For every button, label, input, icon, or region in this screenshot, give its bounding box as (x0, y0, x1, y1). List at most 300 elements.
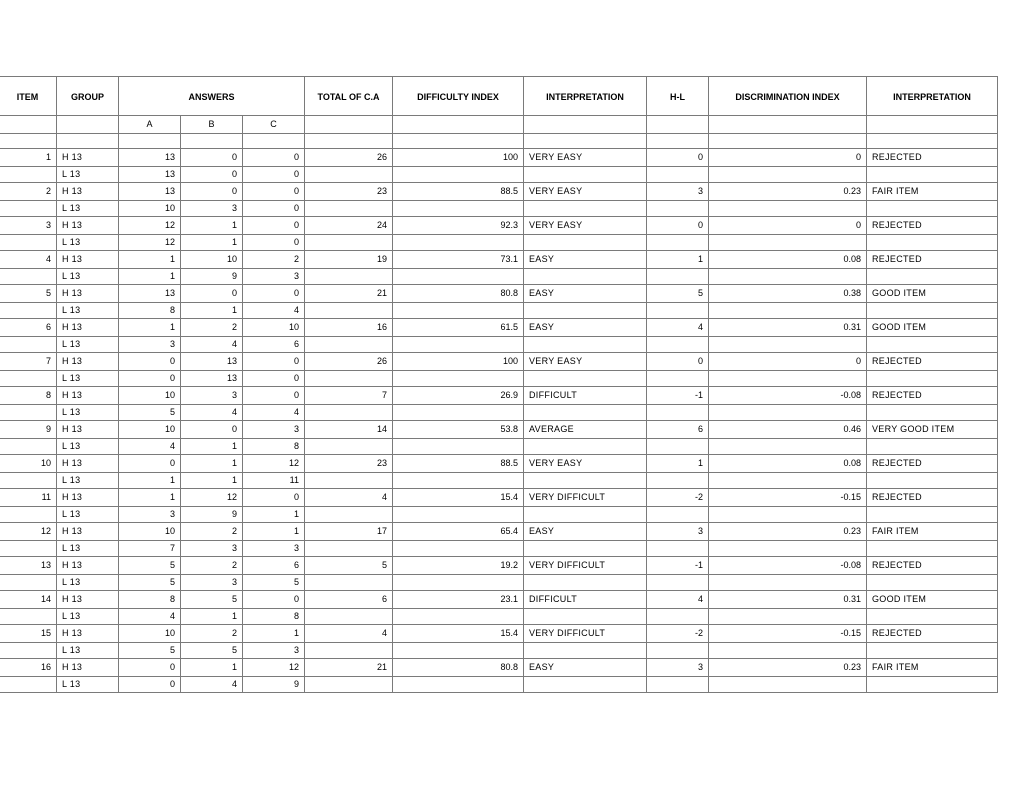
empty-cell (709, 575, 867, 591)
h-minus-l: 0 (647, 149, 709, 167)
answer-a: 10 (119, 201, 181, 217)
answer-b: 4 (181, 405, 243, 421)
item-number-empty (0, 303, 57, 319)
header-item: ITEM (0, 77, 57, 116)
item-number-empty (0, 643, 57, 659)
answer-a: 0 (119, 353, 181, 371)
group-cell: L 13 (57, 507, 119, 523)
difficulty-index: 92.3 (393, 217, 524, 235)
answer-a: 5 (119, 557, 181, 575)
h-minus-l: 3 (647, 523, 709, 541)
answer-c: 3 (243, 421, 305, 439)
table-row (0, 405, 998, 421)
discrimination-interpretation: REJECTED (867, 455, 998, 473)
answer-b: 2 (181, 319, 243, 337)
answer-b: 1 (181, 609, 243, 625)
answer-c: 1 (243, 523, 305, 541)
group-cell: H 13 (57, 523, 119, 541)
table-row (0, 251, 998, 269)
group-cell: L 13 (57, 167, 119, 183)
empty-cell (867, 473, 998, 489)
difficulty-interpretation: VERY EASY (524, 183, 647, 201)
empty-cell (647, 201, 709, 217)
table-row (0, 439, 998, 455)
answer-c: 5 (243, 575, 305, 591)
difficulty-interpretation: EASY (524, 523, 647, 541)
answer-c: 6 (243, 557, 305, 575)
empty-cell (647, 643, 709, 659)
difficulty-index: 19.2 (393, 557, 524, 575)
item-analysis-table (0, 76, 998, 693)
item-number: 1 (0, 149, 57, 167)
group-cell: L 13 (57, 337, 119, 353)
answer-b: 10 (181, 251, 243, 269)
item-number-empty (0, 541, 57, 557)
item-number: 6 (0, 319, 57, 337)
item-number: 13 (0, 557, 57, 575)
answer-a: 0 (119, 659, 181, 677)
empty-cell (393, 541, 524, 557)
table-row (0, 609, 998, 625)
item-number: 2 (0, 183, 57, 201)
group-cell: H 13 (57, 217, 119, 235)
difficulty-index: 26.9 (393, 387, 524, 405)
h-minus-l: -1 (647, 387, 709, 405)
empty-cell (867, 677, 998, 693)
table-row (0, 217, 998, 235)
difficulty-interpretation: EASY (524, 251, 647, 269)
answer-a: 4 (119, 439, 181, 455)
group-cell: H 13 (57, 387, 119, 405)
empty-cell (524, 303, 647, 319)
answer-c: 0 (243, 591, 305, 609)
total-correct: 4 (305, 489, 393, 507)
total-correct: 16 (305, 319, 393, 337)
empty-cell (867, 643, 998, 659)
table-row (0, 489, 998, 507)
answer-a: 13 (119, 149, 181, 167)
answer-a: 13 (119, 183, 181, 201)
discrimination-interpretation: FAIR ITEM (867, 659, 998, 677)
group-cell: L 13 (57, 575, 119, 591)
discrimination-index: -0.15 (709, 489, 867, 507)
empty-cell (647, 371, 709, 387)
difficulty-interpretation: VERY EASY (524, 149, 647, 167)
empty-cell (867, 575, 998, 591)
empty-cell (867, 337, 998, 353)
empty-cell (867, 507, 998, 523)
item-number-empty (0, 167, 57, 183)
answer-a: 10 (119, 523, 181, 541)
item-number-empty (0, 575, 57, 591)
empty-cell (647, 507, 709, 523)
empty-cell (393, 371, 524, 387)
empty-cell (867, 439, 998, 455)
answer-c: 8 (243, 609, 305, 625)
empty-cell (305, 167, 393, 183)
difficulty-index: 88.5 (393, 455, 524, 473)
empty-cell (647, 303, 709, 319)
answer-b: 4 (181, 677, 243, 693)
discrimination-index: -0.08 (709, 557, 867, 575)
answer-b: 4 (181, 337, 243, 353)
answer-a: 1 (119, 251, 181, 269)
answer-c: 9 (243, 677, 305, 693)
header-difficulty-index: DIFFICULTY INDEX (393, 77, 524, 116)
table-row (0, 303, 998, 319)
item-number: 16 (0, 659, 57, 677)
answer-a: 4 (119, 609, 181, 625)
answer-b: 1 (181, 303, 243, 319)
empty-cell (524, 405, 647, 421)
header-row (0, 77, 998, 116)
answer-c: 3 (243, 269, 305, 285)
group-cell: H 13 (57, 591, 119, 609)
group-cell: H 13 (57, 319, 119, 337)
answer-a: 5 (119, 405, 181, 421)
group-cell: L 13 (57, 235, 119, 251)
empty-cell (393, 643, 524, 659)
difficulty-interpretation: VERY EASY (524, 353, 647, 371)
answer-c: 11 (243, 473, 305, 489)
discrimination-interpretation: REJECTED (867, 489, 998, 507)
h-minus-l: 0 (647, 353, 709, 371)
discrimination-interpretation: REJECTED (867, 625, 998, 643)
h-minus-l: -2 (647, 625, 709, 643)
item-number: 9 (0, 421, 57, 439)
answer-a: 3 (119, 337, 181, 353)
empty-cell (709, 473, 867, 489)
answer-a: 8 (119, 591, 181, 609)
discrimination-index: 0.08 (709, 251, 867, 269)
answer-b: 9 (181, 507, 243, 523)
empty-cell (647, 337, 709, 353)
group-cell: L 13 (57, 541, 119, 557)
table-row (0, 575, 998, 591)
answer-b: 1 (181, 659, 243, 677)
table-row (0, 557, 998, 575)
discrimination-index: 0.46 (709, 421, 867, 439)
table-row (0, 387, 998, 405)
difficulty-index: 80.8 (393, 285, 524, 303)
answer-b: 0 (181, 285, 243, 303)
header-discrimination-index: DISCRIMINATION INDEX (709, 77, 867, 116)
empty-cell (305, 541, 393, 557)
answer-b: 3 (181, 575, 243, 591)
item-number: 5 (0, 285, 57, 303)
header-interpretation: INTERPRETATION (524, 77, 647, 116)
discrimination-index: 0 (709, 353, 867, 371)
empty-cell (709, 609, 867, 625)
difficulty-interpretation: DIFFICULT (524, 387, 647, 405)
answer-a: 13 (119, 167, 181, 183)
table-row (0, 625, 998, 643)
empty-cell (524, 201, 647, 217)
group-cell: H 13 (57, 625, 119, 643)
empty-cell (709, 541, 867, 557)
item-number: 8 (0, 387, 57, 405)
item-number: 7 (0, 353, 57, 371)
answer-b: 0 (181, 183, 243, 201)
answer-a: 3 (119, 507, 181, 523)
item-number: 11 (0, 489, 57, 507)
discrimination-index: 0.23 (709, 183, 867, 201)
table-row (0, 269, 998, 285)
h-minus-l: 4 (647, 319, 709, 337)
header-total: TOTAL OF C.A (305, 77, 393, 116)
discrimination-index: 0 (709, 217, 867, 235)
table-row (0, 523, 998, 541)
total-correct: 21 (305, 659, 393, 677)
item-number-empty (0, 507, 57, 523)
item-number-empty (0, 677, 57, 693)
difficulty-index: 61.5 (393, 319, 524, 337)
difficulty-index: 53.8 (393, 421, 524, 439)
answer-a: 12 (119, 217, 181, 235)
table-row (0, 421, 998, 439)
empty-cell (393, 575, 524, 591)
group-cell: H 13 (57, 353, 119, 371)
empty-cell (524, 507, 647, 523)
answer-b: 2 (181, 523, 243, 541)
item-number-empty (0, 405, 57, 421)
empty-cell (393, 609, 524, 625)
item-number: 4 (0, 251, 57, 269)
table-row (0, 149, 998, 167)
h-minus-l: 1 (647, 455, 709, 473)
empty-cell (393, 337, 524, 353)
empty-cell (305, 507, 393, 523)
answer-a: 8 (119, 303, 181, 319)
group-cell: L 13 (57, 371, 119, 387)
empty-cell (647, 541, 709, 557)
answer-c: 12 (243, 455, 305, 473)
empty-cell (709, 167, 867, 183)
discrimination-interpretation: REJECTED (867, 557, 998, 575)
difficulty-index: 15.4 (393, 625, 524, 643)
empty-cell (709, 371, 867, 387)
answer-a: 10 (119, 387, 181, 405)
empty-cell (524, 541, 647, 557)
discrimination-index: 0.31 (709, 319, 867, 337)
difficulty-interpretation: VERY EASY (524, 455, 647, 473)
empty-cell (524, 167, 647, 183)
empty-cell (647, 405, 709, 421)
total-correct: 6 (305, 591, 393, 609)
empty-cell (647, 677, 709, 693)
table-row (0, 643, 998, 659)
group-cell: H 13 (57, 251, 119, 269)
answer-c: 0 (243, 201, 305, 217)
answer-b: 0 (181, 167, 243, 183)
table-row (0, 659, 998, 677)
answer-b: 3 (181, 201, 243, 217)
empty-cell (393, 303, 524, 319)
header-h-l: H-L (647, 77, 709, 116)
answer-c: 6 (243, 337, 305, 353)
answer-b: 5 (181, 591, 243, 609)
difficulty-interpretation: VERY DIFFICULT (524, 557, 647, 575)
empty-cell (867, 167, 998, 183)
answer-b: 2 (181, 557, 243, 575)
difficulty-index: 88.5 (393, 183, 524, 201)
empty-cell (647, 609, 709, 625)
answer-b: 1 (181, 439, 243, 455)
empty-cell (647, 473, 709, 489)
group-cell: L 13 (57, 405, 119, 421)
item-number-empty (0, 371, 57, 387)
item-number-empty (0, 337, 57, 353)
group-cell: H 13 (57, 421, 119, 439)
empty-cell (524, 643, 647, 659)
empty-cell (305, 371, 393, 387)
answer-b: 9 (181, 269, 243, 285)
empty-cell (305, 473, 393, 489)
group-cell: L 13 (57, 609, 119, 625)
answer-b: 5 (181, 643, 243, 659)
difficulty-index: 73.1 (393, 251, 524, 269)
group-cell: L 13 (57, 439, 119, 455)
item-number-empty (0, 201, 57, 217)
answer-b: 1 (181, 473, 243, 489)
answer-a: 0 (119, 371, 181, 387)
blank-row (0, 134, 998, 149)
group-cell: L 13 (57, 473, 119, 489)
group-cell: H 13 (57, 489, 119, 507)
total-correct: 19 (305, 251, 393, 269)
empty-cell (305, 439, 393, 455)
empty-cell (524, 609, 647, 625)
empty-cell (393, 677, 524, 693)
empty-cell (524, 235, 647, 251)
table-row (0, 591, 998, 609)
empty-cell (709, 337, 867, 353)
empty-cell (393, 167, 524, 183)
total-correct: 26 (305, 149, 393, 167)
empty-cell (524, 575, 647, 591)
answer-a: 5 (119, 575, 181, 591)
empty-cell (393, 405, 524, 421)
table-row (0, 541, 998, 557)
discrimination-index: 0.08 (709, 455, 867, 473)
answer-c: 8 (243, 439, 305, 455)
empty-cell (524, 269, 647, 285)
table-row (0, 167, 998, 183)
empty-cell (305, 337, 393, 353)
answer-b: 13 (181, 353, 243, 371)
h-minus-l: -1 (647, 557, 709, 575)
answer-c: 0 (243, 353, 305, 371)
answer-b: 3 (181, 541, 243, 557)
answer-c: 0 (243, 149, 305, 167)
discrimination-index: 0.38 (709, 285, 867, 303)
total-correct: 23 (305, 183, 393, 201)
table-row (0, 235, 998, 251)
group-cell: H 13 (57, 149, 119, 167)
empty-cell (867, 303, 998, 319)
discrimination-interpretation: REJECTED (867, 251, 998, 269)
h-minus-l: 3 (647, 659, 709, 677)
discrimination-index: 0.23 (709, 659, 867, 677)
answer-c: 0 (243, 285, 305, 303)
table-row (0, 455, 998, 473)
total-correct: 7 (305, 387, 393, 405)
answer-c: 12 (243, 659, 305, 677)
answer-b: 1 (181, 217, 243, 235)
table-row (0, 353, 998, 371)
answer-a: 1 (119, 269, 181, 285)
item-number: 3 (0, 217, 57, 235)
answer-b: 12 (181, 489, 243, 507)
h-minus-l: 3 (647, 183, 709, 201)
answer-c: 1 (243, 507, 305, 523)
empty-cell (393, 473, 524, 489)
answer-b: 2 (181, 625, 243, 643)
answer-c: 0 (243, 387, 305, 405)
h-minus-l: 0 (647, 217, 709, 235)
discrimination-interpretation: GOOD ITEM (867, 319, 998, 337)
discrimination-index: -0.15 (709, 625, 867, 643)
empty-cell (867, 609, 998, 625)
difficulty-index: 23.1 (393, 591, 524, 609)
discrimination-index: -0.08 (709, 387, 867, 405)
total-correct: 23 (305, 455, 393, 473)
difficulty-interpretation: VERY EASY (524, 217, 647, 235)
empty-cell (709, 439, 867, 455)
item-number-empty (0, 439, 57, 455)
group-cell: L 13 (57, 201, 119, 217)
group-cell: L 13 (57, 303, 119, 319)
total-correct: 14 (305, 421, 393, 439)
difficulty-interpretation: EASY (524, 319, 647, 337)
table-row (0, 371, 998, 387)
discrimination-interpretation: FAIR ITEM (867, 183, 998, 201)
difficulty-interpretation: VERY DIFFICULT (524, 489, 647, 507)
empty-cell (393, 235, 524, 251)
table-row (0, 337, 998, 353)
subheader-c: C (243, 116, 305, 134)
h-minus-l: 6 (647, 421, 709, 439)
group-cell: L 13 (57, 643, 119, 659)
subheader-b: B (181, 116, 243, 134)
h-minus-l: -2 (647, 489, 709, 507)
answer-c: 0 (243, 167, 305, 183)
empty-cell (709, 269, 867, 285)
answer-c: 1 (243, 625, 305, 643)
table-row (0, 677, 998, 693)
answer-b: 0 (181, 421, 243, 439)
empty-cell (305, 201, 393, 217)
answer-c: 0 (243, 183, 305, 201)
answer-a: 13 (119, 285, 181, 303)
empty-cell (393, 439, 524, 455)
total-correct: 26 (305, 353, 393, 371)
h-minus-l: 4 (647, 591, 709, 609)
difficulty-index: 100 (393, 149, 524, 167)
answer-c: 0 (243, 217, 305, 235)
empty-cell (709, 235, 867, 251)
discrimination-interpretation: GOOD ITEM (867, 285, 998, 303)
answer-a: 10 (119, 625, 181, 643)
answer-c: 10 (243, 319, 305, 337)
answer-a: 12 (119, 235, 181, 251)
item-number-empty (0, 609, 57, 625)
discrimination-interpretation: REJECTED (867, 353, 998, 371)
answer-b: 3 (181, 387, 243, 405)
answer-a: 7 (119, 541, 181, 557)
empty-cell (305, 235, 393, 251)
empty-cell (393, 269, 524, 285)
